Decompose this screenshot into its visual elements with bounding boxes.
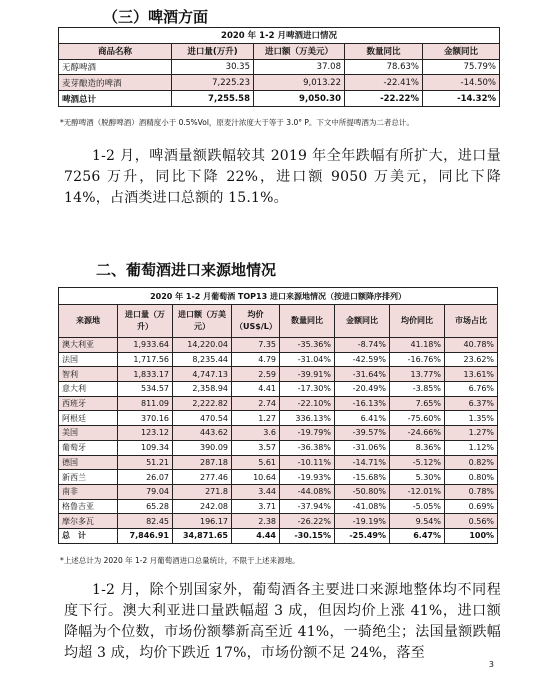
table-cell: 美国	[59, 426, 118, 441]
table-cell: 总 计	[59, 528, 118, 543]
table-cell: 8,235.44	[173, 352, 232, 367]
page-number: 3	[488, 660, 494, 669]
table-row	[59, 59, 500, 75]
table-cell: 啤酒总计	[59, 91, 172, 107]
table-cell: 1.35%	[445, 411, 498, 426]
table-cell: 6.37%	[445, 396, 498, 411]
table-cell: 534.57	[118, 382, 173, 397]
table-cell: 82.45	[118, 514, 173, 529]
table-row	[59, 484, 498, 499]
table-cell: 34,871.65	[173, 528, 232, 543]
table-cell: 2.59	[232, 367, 280, 382]
table-row	[59, 338, 498, 353]
table-cell: -41.08%	[335, 499, 390, 514]
table-cell: -5.05%	[390, 499, 445, 514]
table-row	[59, 352, 498, 367]
column-header: 进口量(万升)	[172, 43, 254, 59]
table-cell: 79.04	[118, 484, 173, 499]
section-heading-beer: （三）啤酒方面	[103, 8, 209, 26]
column-header: 金额同比	[335, 305, 390, 338]
table-cell: 277.46	[173, 470, 232, 485]
table-cell: -10.11%	[280, 455, 335, 470]
table-cell: -44.08%	[280, 484, 335, 499]
column-header: 数量同比	[345, 43, 423, 59]
table-cell: 4.79	[232, 352, 280, 367]
table-cell: 14,220.04	[173, 338, 232, 353]
table-cell: 葡萄牙	[59, 440, 118, 455]
table-cell: 109.34	[118, 440, 173, 455]
table-row	[59, 514, 498, 529]
table-cell: 澳大利亚	[59, 338, 118, 353]
table-row	[59, 499, 498, 514]
table-cell: 390.09	[173, 440, 232, 455]
table-cell: 3.6	[232, 426, 280, 441]
beer-import-table	[58, 27, 500, 107]
table-cell: 0.56%	[445, 514, 498, 529]
table-cell: 7,846.91	[118, 528, 173, 543]
table-cell: 2,222.82	[173, 396, 232, 411]
column-header: 进口额（万美元）	[254, 43, 345, 59]
column-header: 来源地	[59, 305, 118, 338]
table-row	[59, 91, 500, 107]
table-cell: -42.59%	[335, 352, 390, 367]
table-cell: -16.13%	[335, 396, 390, 411]
table-cell: -31.64%	[335, 367, 390, 382]
table-cell: 西班牙	[59, 396, 118, 411]
table-cell: -31.06%	[335, 440, 390, 455]
table-cell: 法国	[59, 352, 118, 367]
table-cell: -12.01%	[390, 484, 445, 499]
table-cell: -16.76%	[390, 352, 445, 367]
table-cell: 无醇啤酒	[59, 59, 172, 75]
table-cell: 40.78%	[445, 338, 498, 353]
table-cell: 26.07	[118, 470, 173, 485]
table-cell: 1.27%	[445, 426, 498, 441]
table-cell: 0.80%	[445, 470, 498, 485]
table-cell: 德国	[59, 455, 118, 470]
table-cell: 1.12%	[445, 440, 498, 455]
table-cell: -30.15%	[280, 528, 335, 543]
table-cell: 7,255.58	[172, 91, 254, 107]
column-header: 数量同比	[280, 305, 335, 338]
table-row	[59, 440, 498, 455]
table-cell: 23.62%	[445, 352, 498, 367]
table-cell: 51.21	[118, 455, 173, 470]
table-cell: 9,013.22	[254, 75, 345, 91]
table-cell: 9,050.30	[254, 91, 345, 107]
table-cell: -35.36%	[280, 338, 335, 353]
table-cell: 13.77%	[390, 367, 445, 382]
table-row	[59, 396, 498, 411]
table-cell: -14.32%	[423, 91, 500, 107]
table-cell: 南非	[59, 484, 118, 499]
column-header: 均价同比	[390, 305, 445, 338]
table-cell: -5.12%	[390, 455, 445, 470]
table-cell: 287.18	[173, 455, 232, 470]
table-row	[59, 75, 500, 91]
table-cell: 麦芽酿造的啤酒	[59, 75, 172, 91]
table-cell: -25.49%	[335, 528, 390, 543]
beer-paragraph: 1-2 月，啤酒量额跌幅较其 2019 年全年跌幅有所扩大，进口量 7256 万升，同比下降 22%，进口额 9050 万美元，同比下降 14%，占酒类进口总额的 15.1%。	[64, 148, 501, 206]
table-cell: -3.85%	[390, 382, 445, 397]
table-cell: -75.60%	[390, 411, 445, 426]
table-cell: -20.49%	[335, 382, 390, 397]
table-cell: 5.30%	[390, 470, 445, 485]
table-cell: 336.13%	[280, 411, 335, 426]
table-cell: 0.78%	[445, 484, 498, 499]
table-cell: 6.47%	[390, 528, 445, 543]
table-cell: -24.66%	[390, 426, 445, 441]
table-cell: -39.91%	[280, 367, 335, 382]
table-cell: 370.16	[118, 411, 173, 426]
table-cell: 格鲁吉亚	[59, 499, 118, 514]
table-cell: 2.38	[232, 514, 280, 529]
table-cell: 7,225.23	[172, 75, 254, 91]
table-row	[59, 470, 498, 485]
table-cell: 78.63%	[345, 59, 423, 75]
table-cell: 1,933.64	[118, 338, 173, 353]
wine-table-note: *上述总计为 2020 年 1-2 月葡萄酒进口总量统计，不限于上述来源地。	[60, 556, 300, 565]
table-cell: 1,833.17	[118, 367, 173, 382]
table-cell: -14.50%	[423, 75, 500, 91]
table-cell: 阿根廷	[59, 411, 118, 426]
table-cell: 13.61%	[445, 367, 498, 382]
table-cell: 811.09	[118, 396, 173, 411]
table-cell: -50.80%	[335, 484, 390, 499]
table-cell: 1,717.56	[118, 352, 173, 367]
wine-source-table	[58, 287, 498, 544]
table-cell: 271.8	[173, 484, 232, 499]
table-cell: 意大利	[59, 382, 118, 397]
table-cell: 100%	[445, 528, 498, 543]
table-cell: -15.68%	[335, 470, 390, 485]
table-cell: 0.69%	[445, 499, 498, 514]
table-cell: 9.54%	[390, 514, 445, 529]
table-cell: 75.79%	[423, 59, 500, 75]
table-cell: -31.04%	[280, 352, 335, 367]
table-cell: 41.18%	[390, 338, 445, 353]
table-cell: 30.35	[172, 59, 254, 75]
table-cell: 3.44	[232, 484, 280, 499]
table-cell: 4.41	[232, 382, 280, 397]
wine-paragraph: 1-2 月，除个别国家外，葡萄酒各主要进口来源地整体均不同程度下行。澳大利亚进口量跌幅超 3 成，但因均价上涨 41%，进口额降幅为个位数，市场份额攀新高至近 41%，一骑绝尘；法国量额跌幅均超 3 成，均价下跌近 17%，市场份额不足 24%，落至	[64, 582, 501, 661]
table-cell: 196.17	[173, 514, 232, 529]
table-cell: 8.36%	[390, 440, 445, 455]
table-cell: 443.62	[173, 426, 232, 441]
table-cell: 242.08	[173, 499, 232, 514]
table-cell: 5.61	[232, 455, 280, 470]
table-row	[59, 455, 498, 470]
table-cell: -26.22%	[280, 514, 335, 529]
column-header: 进口额（万美元）	[173, 305, 232, 338]
table-cell: -17.30%	[280, 382, 335, 397]
table-cell: 4.44	[232, 528, 280, 543]
table-cell: 65.28	[118, 499, 173, 514]
table-cell: -8.74%	[335, 338, 390, 353]
table-cell: 智利	[59, 367, 118, 382]
table-cell: -22.41%	[345, 75, 423, 91]
table-cell: 摩尔多瓦	[59, 514, 118, 529]
table-row	[59, 382, 498, 397]
table-cell: 37.08	[254, 59, 345, 75]
table-cell: -22.10%	[280, 396, 335, 411]
table-cell: 470.54	[173, 411, 232, 426]
column-header: 均价（US$/L）	[232, 305, 280, 338]
table-cell: 7.65%	[390, 396, 445, 411]
table-cell: -19.93%	[280, 470, 335, 485]
table-cell: 10.64	[232, 470, 280, 485]
column-header: 商品名称	[59, 43, 172, 59]
table-cell: 6.76%	[445, 382, 498, 397]
table-cell: 2.74	[232, 396, 280, 411]
table-cell: -36.38%	[280, 440, 335, 455]
table-cell: 新西兰	[59, 470, 118, 485]
column-header: 市场占比	[445, 305, 498, 338]
table-row	[59, 426, 498, 441]
table-cell: 123.12	[118, 426, 173, 441]
beer-table-title: 2020 年 1-2 月啤酒进口情况	[59, 28, 500, 44]
table-row	[59, 528, 498, 543]
table-cell: 6.41%	[335, 411, 390, 426]
section-heading-wine-sources: 二、葡萄酒进口来源地情况	[96, 261, 277, 279]
table-cell: 3.57	[232, 440, 280, 455]
table-cell: -19.19%	[335, 514, 390, 529]
table-cell: 1.27	[232, 411, 280, 426]
table-cell: -19.79%	[280, 426, 335, 441]
table-cell: 3.71	[232, 499, 280, 514]
table-cell: 0.82%	[445, 455, 498, 470]
beer-table-note: *无醇啤酒（脱醇啤酒）酒精度小于 0.5%Vol，原麦汁浓度大于等于 3.0° P。下文中所提啤酒为二者总计。	[60, 118, 414, 127]
table-row	[59, 411, 498, 426]
table-cell: -39.57%	[335, 426, 390, 441]
table-cell: -37.94%	[280, 499, 335, 514]
table-cell: 2,358.94	[173, 382, 232, 397]
wine-table-title: 2020 年 1-2 月葡萄酒 TOP13 进口来源地情况（按进口额降序排列）	[59, 288, 498, 305]
column-header: 进口量（万升）	[118, 305, 173, 338]
table-row	[59, 367, 498, 382]
table-cell: -22.22%	[345, 91, 423, 107]
table-cell: -14.71%	[335, 455, 390, 470]
column-header: 金额同比	[423, 43, 500, 59]
table-cell: 4,747.13	[173, 367, 232, 382]
table-cell: 7.35	[232, 338, 280, 353]
